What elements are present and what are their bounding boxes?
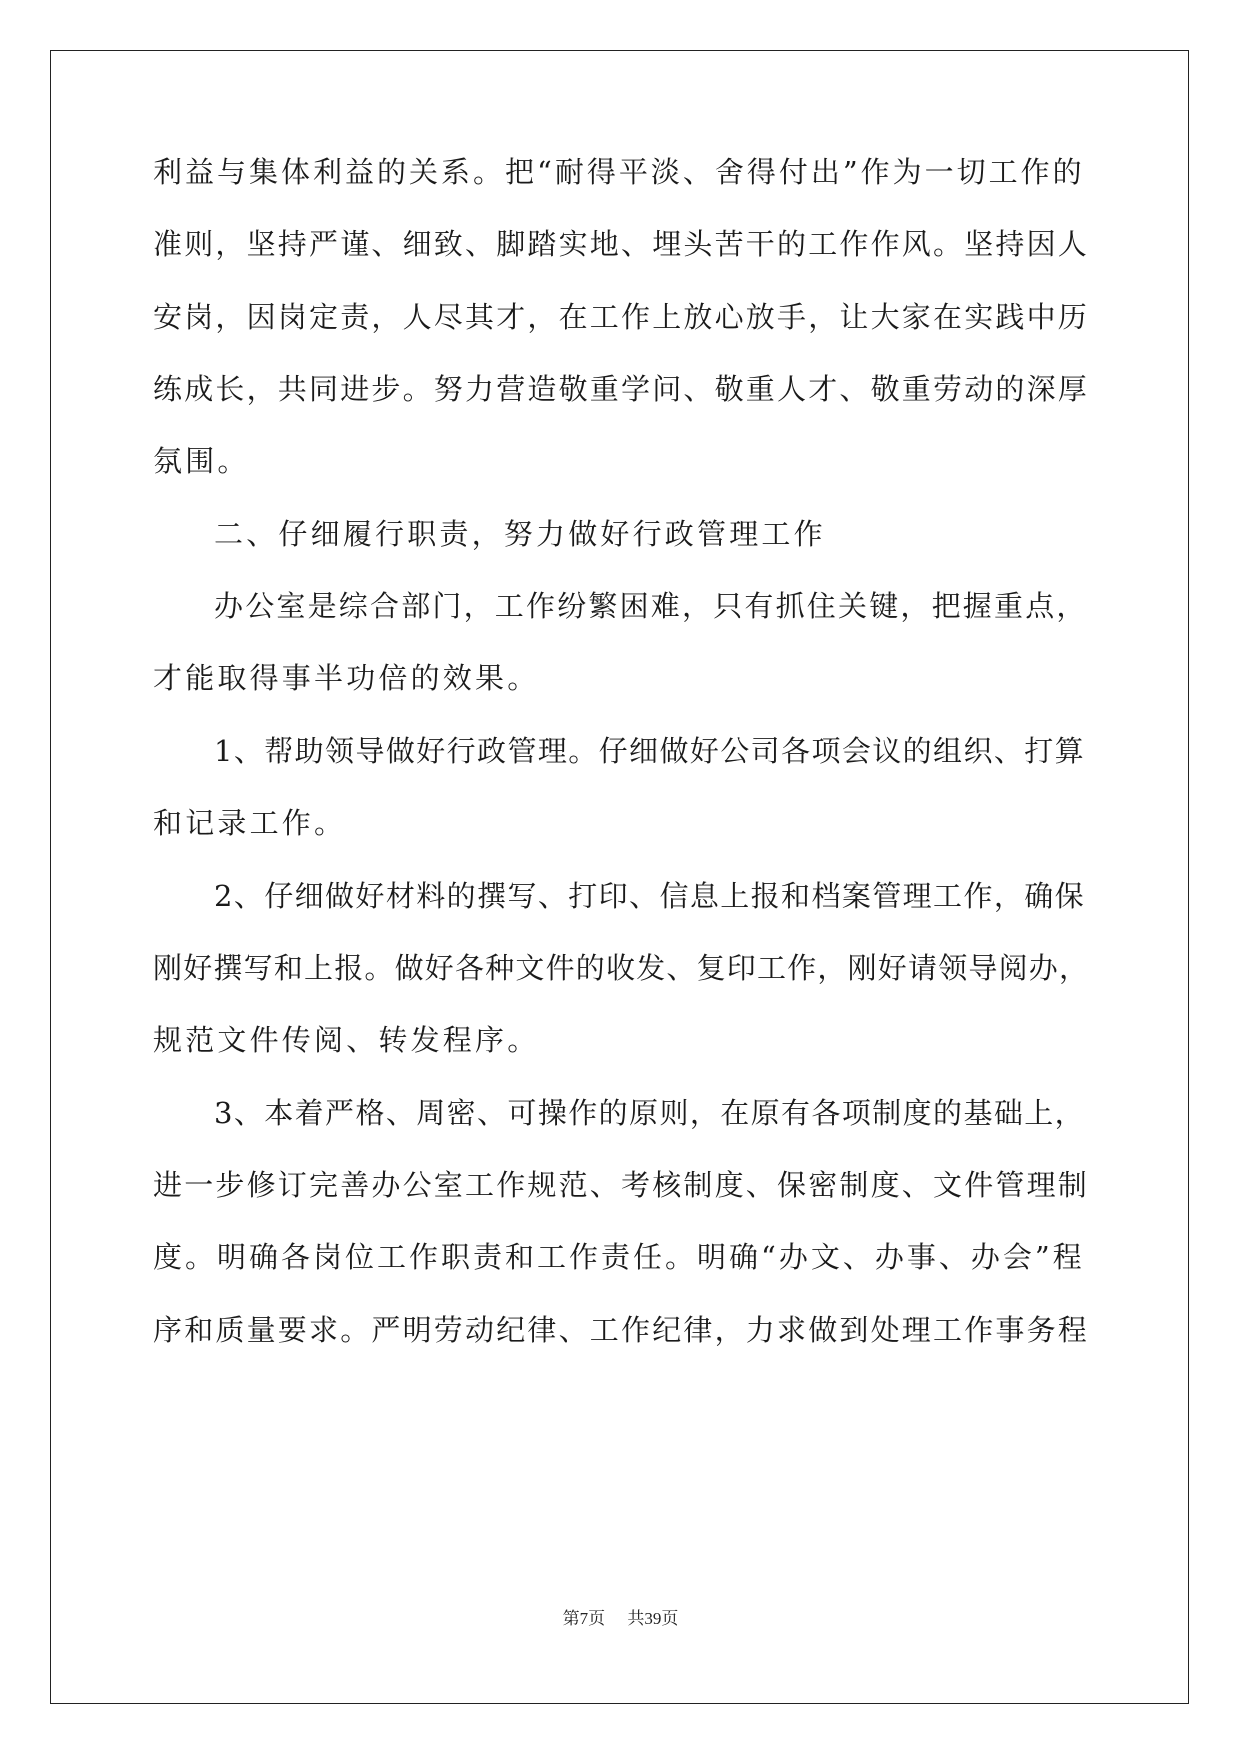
list-item-2-line-2: 刚好撰写和上报。做好各种文件的收发、复印工作，刚好请领导阅办，: [153, 951, 1090, 985]
list-item-2-line-1: 2、仔细做好材料的撰写、打印、信息上报和档案管理工作，确保: [214, 879, 1086, 913]
body-line-2: 准则，坚持严谨、细致、脚踏实地、埋头苦干的工作作风。坚持因人: [153, 227, 1090, 261]
section-heading: 二、仔细履行职责，努力做好行政管理工作: [214, 517, 826, 551]
list-item-1-line-2: 和记录工作。: [153, 806, 347, 840]
current-page-number: 第7页: [562, 1609, 606, 1628]
body-line-7: 办公室是综合部门，工作纷繁困难，只有抓住关键，把握重点，: [214, 589, 1088, 623]
list-item-3-line-3: 度。明确各岗位工作职责和工作责任。明确“办文、办事、办会”程: [153, 1240, 1085, 1274]
list-item-1-line-1: 1、帮助领导做好行政管理。仔细做好公司各项会议的组织、打算: [214, 734, 1086, 768]
body-line-8: 才能取得事半功倍的效果。: [153, 661, 540, 695]
list-item-3-line-2: 进一步修订完善办公室工作规范、考核制度、保密制度、文件管理制: [153, 1168, 1090, 1202]
body-line-4: 练成长，共同进步。努力营造敬重学问、敬重人才、敬重劳动的深厚: [153, 372, 1090, 406]
list-item-3-line-1: 3、本着严格、周密、可操作的原则，在原有各项制度的基础上，: [214, 1096, 1086, 1130]
list-item-3-line-4: 序和质量要求。严明劳动纪律、工作纪律，力求做到处理工作事务程: [153, 1313, 1090, 1347]
page-footer: [0, 1604, 1241, 1629]
body-line-3: 安岗，因岗定责，人尽其才，在工作上放心放手，让大家在实践中历: [153, 300, 1090, 334]
body-line-1: 利益与集体利益的关系。把“耐得平淡、舍得付出”作为一切工作的: [153, 155, 1085, 189]
body-line-5: 氛围。: [153, 444, 250, 478]
list-item-2-line-3: 规范文件传阅、转发程序。: [153, 1023, 540, 1057]
total-pages: 共39页: [627, 1609, 679, 1628]
